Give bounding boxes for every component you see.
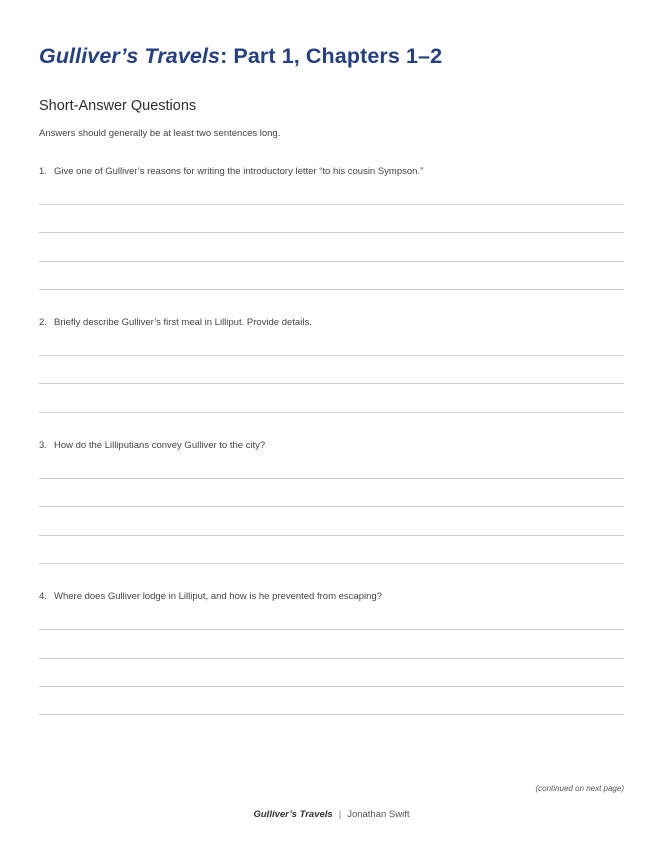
page-title	[39, 44, 442, 69]
page-footer	[0, 809, 663, 820]
question-text: Give one of Gulliver’s reasons for writing the introductory letter “to his cousin Sympson.”	[54, 166, 424, 177]
answer-line-q2-2[interactable]	[39, 383, 624, 384]
footer-book-title: Gulliver’s Travels	[253, 809, 333, 820]
question-text: Where does Gulliver lodge in Lilliput, and how is he prevented from escaping?	[54, 591, 382, 602]
question-4	[39, 591, 382, 602]
question-2	[39, 317, 312, 328]
answer-line-q2-1[interactable]	[39, 355, 624, 356]
answer-line-q2-3[interactable]	[39, 412, 624, 413]
answer-line-q1-1[interactable]	[39, 204, 624, 205]
answer-line-q4-1[interactable]	[39, 629, 624, 630]
answer-line-q3-2[interactable]	[39, 506, 624, 507]
section-heading: Short-Answer Questions	[39, 98, 197, 114]
answer-line-q4-3[interactable]	[39, 686, 624, 687]
answer-line-q4-2[interactable]	[39, 658, 624, 659]
instructions-text: Answers should generally be at least two sentences long.	[39, 128, 281, 139]
page-title-chapters: : Part 1, Chapters 1–2	[220, 44, 443, 68]
answer-line-q1-3[interactable]	[39, 261, 624, 262]
answer-line-q3-3[interactable]	[39, 535, 624, 536]
page-title-book: Gulliver’s Travels	[39, 44, 221, 68]
question-number: 4.	[39, 591, 47, 602]
footer-author: Jonathan Swift	[347, 809, 410, 820]
answer-line-q1-2[interactable]	[39, 232, 624, 233]
answer-line-q4-4[interactable]	[39, 714, 624, 715]
answer-line-q1-4[interactable]	[39, 289, 624, 290]
continued-note: (continued on next page)	[535, 784, 624, 793]
question-1	[39, 166, 423, 177]
question-number: 2.	[39, 317, 47, 328]
question-number: 3.	[39, 440, 47, 451]
question-text: How do the Lilliputians convey Gulliver to the city?	[54, 440, 266, 451]
question-3	[39, 440, 265, 451]
question-text: Briefly describe Gulliver’s first meal in Lilliput. Provide details.	[54, 317, 312, 328]
answer-line-q3-4[interactable]	[39, 563, 624, 564]
question-number: 1.	[39, 166, 47, 177]
answer-line-q3-1[interactable]	[39, 478, 624, 479]
footer-separator: |	[338, 809, 342, 820]
